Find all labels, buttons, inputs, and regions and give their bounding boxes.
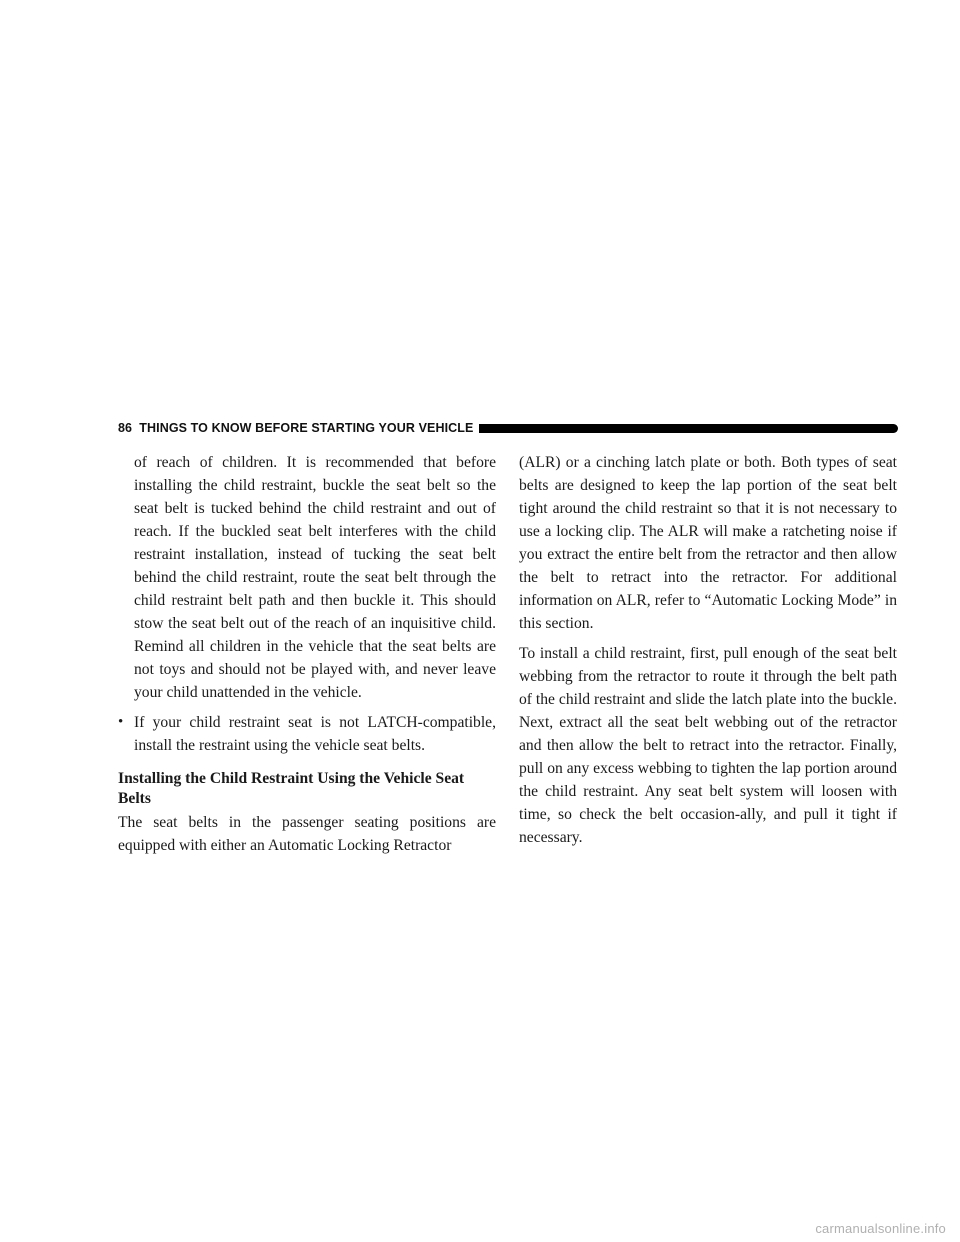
left-column xyxy=(118,451,496,864)
page-number: 86 xyxy=(118,421,133,435)
intro-paragraph: The seat belts in the passenger seating positions are equipped with either an Automatic Locking Retractor xyxy=(118,814,496,854)
continued-paragraph: of reach of children. It is recommended that before installing the child restraint, buckle the seat belt so the seat belt is tucked behind the child restraint and out of reach. If the buckled seat belt interferes with the child restraint installation, instead of tucking the seat belt behind the child restraint, route the seat belt through the child restraint belt path and then buckle it. This should stow the seat belt out of the reach of an inquisitive child. Remind all children in the vehicle that the seat belts are not toys and should not be played with, and never leave your child unattended in the vehicle. xyxy=(134,454,496,701)
right-column xyxy=(519,451,897,856)
header-rule-bar xyxy=(479,424,898,433)
page-header xyxy=(118,416,898,440)
install-paragraph: To install a child restraint, first, pull enough of the seat belt webbing from the retractor to route it through the belt path of the child restraint and slide the latch plate into the buckle. Next, extract all the seat belt webbing out of the retractor and then allow the belt to retract into the retractor. Finally, pull on any excess webbing to tighten the lap portion around the child restraint. Any seat belt system will loosen with time, so check the belt occasion-ally, and pull it tight if necessary. xyxy=(519,645,897,846)
bullet-text: If your child restraint seat is not LATCH-compatible, install the restraint using the vehicle seat belts. xyxy=(134,714,496,754)
section-title: THINGS TO KNOW BEFORE STARTING YOUR VEHICLE xyxy=(139,421,474,435)
site-watermark: carmanualsonline.info xyxy=(815,1221,946,1236)
bullet-icon: • xyxy=(118,714,124,730)
page-header-text xyxy=(118,421,473,435)
bullet-item xyxy=(118,711,496,757)
alr-paragraph: (ALR) or a cinching latch plate or both. Both types of seat belts are designed to keep the lap portion of the seat belt tight around the child restraint so that it is not necessary to use a locking clip. The ALR will make a ratcheting noise if you extract the entire belt from the retractor and then allow the belt to retract into the retractor. For additional information on ALR, refer to “Automatic Locking Mode” in this section. xyxy=(519,454,897,632)
section-heading: Installing the Child Restraint Using the Vehicle Seat Belts xyxy=(118,770,465,807)
